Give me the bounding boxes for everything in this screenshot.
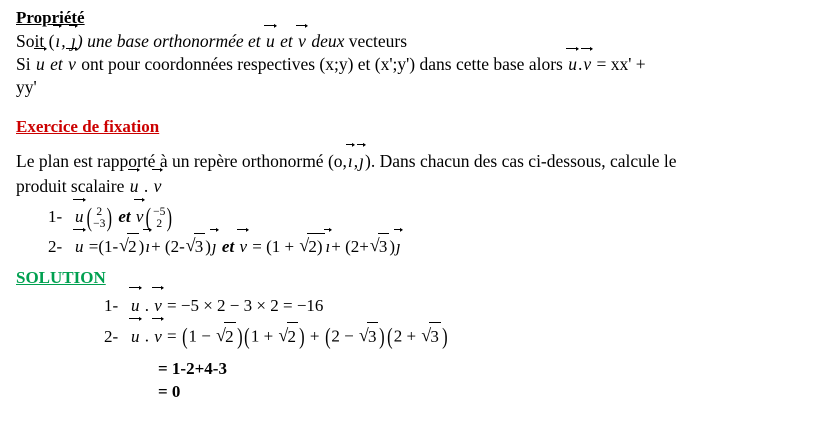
- exercise-instructions: [16, 149, 822, 198]
- vector-v-icon: v: [153, 174, 163, 199]
- property-line2-part-a: Si: [16, 54, 35, 75]
- solution-term-2-text: 1 +: [250, 326, 278, 346]
- vector-u-icon: u: [35, 53, 46, 76]
- vector-v-x: −5: [153, 205, 166, 218]
- exercise-intro-part-c: produit scalaire: [16, 175, 129, 196]
- property-title: Propriété: [16, 8, 85, 27]
- vector-v-y: 2: [156, 218, 163, 231]
- vector-v-icon: v: [153, 323, 163, 350]
- paren-close: ): [107, 203, 113, 233]
- exercise-item-1-mid: et: [114, 207, 135, 227]
- solution-item-1-number: 1-: [104, 295, 119, 315]
- sqrt-2-icon: √ 2): [299, 233, 324, 260]
- sqrt-2-icon: √ 2: [119, 233, 139, 260]
- vector-i-icon: ı: [144, 234, 151, 260]
- solution-section: [0, 262, 832, 404]
- exercise-section: [0, 99, 832, 260]
- sqrt-3-icon: √ 3: [359, 322, 379, 350]
- property-line2-part-b: et: [45, 54, 68, 75]
- dot-product-operator: .: [139, 175, 153, 196]
- property-line1-part-a: Soit (: [16, 31, 55, 51]
- paren-open: (: [324, 324, 331, 350]
- exercise-item-2-eq2-a: = (1 +: [247, 237, 299, 257]
- vector-u-icon: u: [74, 234, 85, 260]
- list-item: [104, 319, 822, 356]
- property-line1-part-b: ) une base orthonormée et: [76, 31, 266, 51]
- vector-v-icon: v: [297, 30, 307, 53]
- property-line-1: [16, 30, 822, 53]
- exercise-item-2-eq2-b: + (2+: [331, 237, 369, 257]
- vector-u-icon: u: [130, 323, 141, 350]
- sqrt-3-icon: √ 3: [370, 233, 390, 260]
- property-line1-part-e: vecteurs: [344, 31, 408, 51]
- property-line1-part-c: et: [275, 31, 298, 51]
- paren-close: ): [299, 324, 305, 350]
- vector-u-x: 2: [96, 205, 103, 218]
- property-section: [0, 0, 832, 99]
- vector-j-icon: ȷ: [358, 149, 365, 174]
- column-vector-u: [85, 205, 115, 231]
- dot-product-operator: .: [577, 54, 583, 75]
- paren-close: ): [236, 324, 243, 350]
- solution-item-list: [104, 292, 822, 356]
- exercise-item-1-number: 1-: [48, 207, 63, 227]
- paren-open: (: [86, 203, 92, 233]
- exercise-item-2-number: 2-: [48, 237, 63, 257]
- solution-final-result: = 0: [158, 381, 181, 401]
- sqrt-3-icon: √ 3: [186, 233, 206, 260]
- exercise-item-list: [48, 204, 822, 260]
- vector-v-icon: v: [135, 204, 145, 230]
- sqrt-2-icon: √ 2: [279, 322, 299, 350]
- solution-item-1-expression: = −5 × 2 − 3 × 2 = −16: [162, 295, 324, 315]
- dot-product-operator: .: [140, 295, 154, 315]
- vector-i-icon: ı: [54, 30, 61, 53]
- property-line-2: [16, 53, 822, 76]
- vector-j-icon: ȷ: [395, 234, 402, 260]
- vector-u-icon: u: [129, 174, 140, 199]
- exercise-item-2-eq2-c: ): [389, 237, 395, 257]
- solution-term-3-text: 2 −: [331, 326, 358, 346]
- paren-close: ): [441, 324, 448, 350]
- paren-open: (: [244, 324, 250, 350]
- vector-i-icon: ı: [347, 149, 354, 174]
- property-line2-part-c: ont pour coordonnées respectives (x;y) et (x';y') dans cette base alors: [76, 54, 568, 75]
- sqrt-2-icon: √ 2: [216, 322, 236, 350]
- list-item: [104, 292, 822, 319]
- vector-v-icon: v: [582, 53, 592, 76]
- vector-j-icon: ȷ: [70, 30, 77, 53]
- paren-open: (: [387, 324, 393, 350]
- vector-v-icon: v: [153, 292, 163, 319]
- vector-v-icon: v: [67, 53, 77, 76]
- vector-u-icon: u: [74, 204, 85, 230]
- exercise-item-2-eq1-a: =(1-: [84, 237, 119, 257]
- exercise-intro-part-a: Le plan est rapporté à un repère orthonormé (o,: [16, 151, 347, 172]
- solution-item-2-number: 2-: [104, 326, 119, 346]
- property-line1-part-d: deux: [306, 31, 345, 51]
- exercise-title: Exercice de fixation: [16, 117, 160, 137]
- paren-close: ): [379, 324, 386, 350]
- vector-u-icon: u: [265, 30, 276, 53]
- property-line1-sep: ,: [61, 31, 71, 51]
- exercise-intro-sep: ,: [353, 151, 359, 172]
- vector-i-icon: ı: [325, 234, 332, 260]
- solution-final-steps: [158, 358, 822, 404]
- paren-close: ): [166, 203, 173, 233]
- vector-u-icon: u: [130, 292, 141, 319]
- solution-step-numeric: = 1-2+4-3: [158, 358, 227, 378]
- exercise-item-2-eq1-d: ): [205, 237, 211, 257]
- vector-u-icon: u: [567, 53, 578, 76]
- solution-title: SOLUTION: [16, 267, 106, 287]
- solution-plus-operator: +: [305, 326, 324, 346]
- exercise-item-2-eq1-c: + (2-: [151, 237, 185, 257]
- exercise-item-2-eq1-b: ): [138, 237, 145, 257]
- property-line-3: yy': [16, 77, 37, 98]
- exercise-item-2-mid: et: [217, 237, 239, 257]
- list-item: [48, 204, 822, 231]
- dot-product-operator: .: [140, 326, 154, 346]
- property-line2-part-d: = xx' +: [592, 54, 646, 75]
- exercise-intro-part-b: ). Dans chacun des cas ci-dessous, calcule le: [365, 151, 677, 172]
- solution-term-4-text: 2 +: [393, 326, 421, 346]
- solution-term-1-text: 1 −: [188, 326, 216, 346]
- sqrt-3-icon: √ 3: [421, 322, 441, 350]
- paren-open: (: [146, 203, 152, 233]
- paren-open: (: [181, 324, 188, 350]
- vector-j-icon: ȷ: [211, 234, 218, 260]
- vector-u-y: −3: [93, 218, 106, 231]
- vector-v-icon: v: [238, 234, 248, 260]
- list-item: [48, 233, 822, 260]
- solution-item-2-eq: =: [162, 326, 181, 346]
